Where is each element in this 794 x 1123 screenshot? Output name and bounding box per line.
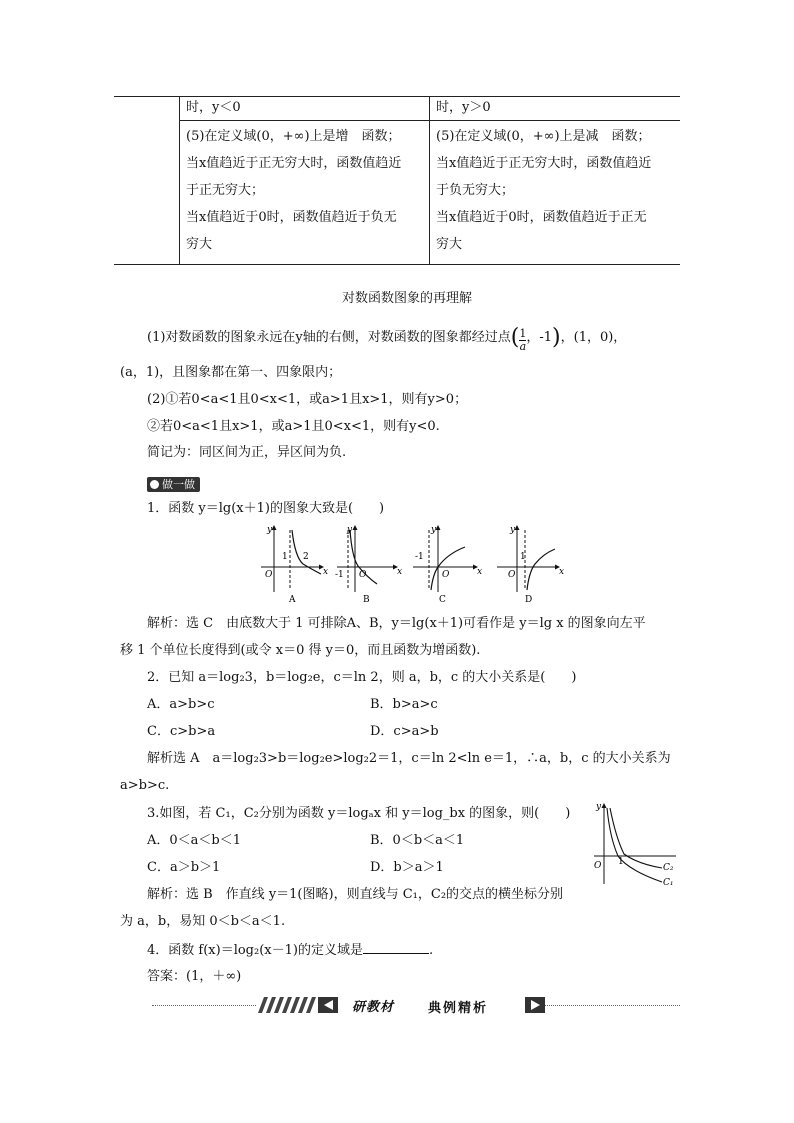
graph-a-origin: O: [265, 570, 273, 580]
q2-solution-1: 解析选 A a＝log₂3>b＝log₂e>log₂2＝1，c＝ln 2<ln e＝1，∴a，b，c 的大小关系为: [147, 751, 671, 766]
table-right-cell: [436, 123, 680, 258]
graph-b-origin: O: [359, 570, 367, 580]
section-para-4: 简记为：同区间为正，异区间为负.: [147, 445, 347, 460]
graph-d-x: x: [559, 567, 565, 577]
point-paren-close: ): [552, 325, 561, 350]
footer-dots-left: [152, 1005, 256, 1006]
q1-graphs: [255, 522, 575, 606]
graph-a-x: x: [323, 567, 329, 577]
graph-a: [261, 525, 328, 605]
table-right-row1: 时，y＞0: [436, 100, 491, 115]
table-right-line: 当x值趋近于0时，函数值趋近于正无: [436, 210, 647, 225]
graph-a-label: A: [289, 595, 296, 605]
q2-option-d: D．c>a>b: [370, 724, 439, 739]
graph-c-tick: -1: [415, 552, 424, 562]
q3-fig-origin: O: [594, 861, 602, 871]
para-1-text: (1)对数函数的图象永远在y轴的右侧，对数函数的图象都经过点: [147, 330, 511, 345]
tag-bullet-icon: [150, 480, 159, 489]
graph-c-origin: O: [442, 570, 450, 580]
table-left-line: 穷大: [186, 237, 213, 252]
graph-b-x: x: [397, 567, 403, 577]
table-right-line: 穷大: [436, 237, 463, 252]
q3-fig-one: 1: [618, 857, 624, 867]
q3-fig-c2: C₂: [663, 863, 674, 873]
table-left-cell: [186, 123, 426, 258]
graph-d-y: y: [510, 525, 516, 535]
point-paren-open: (: [510, 325, 520, 350]
graph-b-y: y: [347, 525, 353, 535]
graph-c-x: x: [477, 567, 483, 577]
q3-fig-c1: C₁: [663, 878, 674, 888]
graph-b: [335, 525, 402, 605]
q3-option-a: A．0＜a＜b＜1: [147, 833, 242, 848]
graph-a-tick-2: 2: [303, 552, 309, 562]
graph-c-y: y: [431, 525, 437, 535]
q3-solution-2: 为 a，b，易知 0＜b＜a＜1.: [120, 914, 286, 929]
q3-fig-y: y: [596, 802, 602, 812]
section-para-1c: (a，1)，且图象都在第一、四象限内；: [120, 365, 342, 380]
footer-arrow-right: [525, 996, 549, 1014]
q4-answer: 答案：(1，＋∞): [147, 969, 242, 984]
try-it-label: 做一做: [162, 478, 195, 491]
q4-stem-text: 4．函数 f(x)＝log₂(x－1)的定义域是: [147, 943, 363, 958]
graph-d-origin: O: [508, 570, 516, 580]
curve-c1: [607, 808, 662, 882]
q3-option-b: B．0＜b＜a＜1: [370, 833, 465, 848]
fraction-numerator: 1: [519, 327, 527, 340]
q3-option-c: C．a＞b＞1: [147, 860, 221, 875]
graph-d: [497, 525, 564, 605]
graph-c: [413, 525, 482, 605]
section-para-1a: [147, 325, 627, 353]
footer-dots-right: [530, 1005, 680, 1006]
fraction-denominator: a: [519, 340, 527, 353]
graph-a-tick-1: 1: [282, 552, 288, 562]
footer-right-label: 典例精析: [428, 1001, 489, 1016]
q2-option-c: C．c>b>a: [147, 724, 216, 739]
q3-stem: 3.如图，若 C₁，C₂分别为函数 y＝logₐx 和 y＝log_bx 的图象，则( ): [147, 806, 571, 821]
footer-left-label: 研教材: [352, 1000, 395, 1015]
q2-option-b: B．b>a>c: [370, 697, 438, 712]
graph-d-label: D: [525, 595, 533, 605]
graph-b-label: B: [363, 595, 370, 605]
q1-solution-2: 移 1 个单位长度得到(或令 x＝0 得 y＝0，而且函数为增函数).: [120, 643, 481, 658]
q1-solution-1: 解析：选 C 由底数大于 1 可排除A、B，y＝lg(x＋1)可看作是 y＝lg x 的图象向左平: [147, 616, 646, 631]
try-it-tag: [147, 473, 200, 492]
section-para-2: (2)①若0<a<1且0<x<1，或a>1且x>1，则有y>0；: [147, 392, 468, 407]
table-left-line: 当x值趋近于正无穷大时，函数值趋近: [186, 156, 402, 171]
table-right-line: (5)在定义域(0，+∞)上是减 函数；: [436, 129, 651, 144]
table-left-row1: 时，y＜0: [186, 100, 241, 115]
table-left-line: 当x值趋近于0时，函数值趋近于负无: [186, 210, 397, 225]
q4-answer-blank: [363, 941, 429, 954]
table-right-line: 于负无穷大；: [436, 183, 515, 198]
q3-figure: [588, 798, 680, 890]
point-rest: ，-1: [526, 330, 553, 345]
graph-d-tick: 1: [520, 552, 526, 562]
q1-stem: 1．函数 y＝lg(x＋1)的图象大致是( ): [147, 501, 385, 516]
q3-solution-1: 解析：选 B 作直线 y＝1(图略)，则直线与 C₁，C₂的交点的横坐标分别: [147, 887, 564, 902]
graph-b-tick: -1: [335, 570, 344, 580]
section-para-3: ②若0<a<1且x>1，或a>1且0<x<1，则有y<0.: [147, 419, 440, 434]
q3-option-d: D．b＞a＞1: [370, 860, 444, 875]
para-1-tail: ，(1，0)，: [560, 330, 627, 345]
q2-solution-2: a>b>c.: [120, 778, 170, 793]
graph-a-y: y: [267, 525, 273, 535]
table-left-line: (5)在定义域(0，+∞)上是增 函数；: [186, 129, 401, 144]
footer-stripes-left: [258, 996, 340, 1014]
table-right-line: 当x值趋近于正无穷大时，函数值趋近: [436, 156, 652, 171]
q4-stem: 4．函数 f(x)＝log₂(x－1)的定义域是 .: [147, 943, 434, 958]
graph-c-label: C: [439, 595, 446, 605]
table-left-line: 于正无穷大；: [186, 183, 265, 198]
q2-option-a: A．a>b>c: [147, 697, 215, 712]
q2-stem: 2．已知 a＝log₂3，b＝log₂e，c＝ln 2，则 a，b，c 的大小关系是( ): [147, 670, 577, 685]
section-title: 对数函数图象的再理解: [342, 291, 473, 306]
